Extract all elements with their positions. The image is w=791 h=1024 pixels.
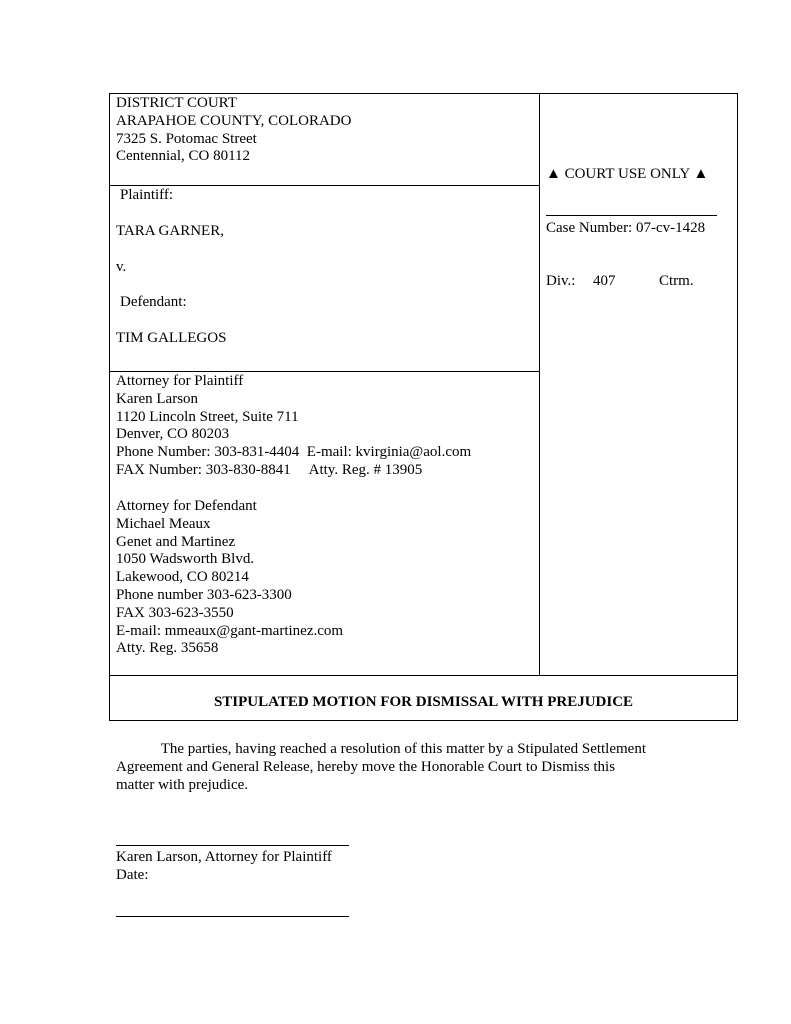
court-city: Centennial, CO 80112 [116,148,251,165]
versus: v. [116,259,127,275]
attorney-name: Michael Meaux [116,515,211,532]
attorney-reg: Atty. Reg. 35658 [116,640,219,657]
attorney-street: 1120 Lincoln Street, Suite 711 [116,408,299,425]
court-parties-divider [109,185,540,186]
attorney-email: E-mail: mmeaux@gant-martinez.com [116,622,344,639]
court-block [116,95,351,166]
courtroom-label: Ctrm. [659,273,694,289]
attorney-name: Karen Larson [116,390,199,407]
body-line: Agreement and General Release, hereby move the Honorable Court to Dismiss this [116,758,616,775]
case-number-rule [546,215,717,216]
attorney-city: Lakewood, CO 80214 [116,569,249,586]
attorney-city: Denver, CO 80203 [116,426,230,443]
date-label: Date: [116,867,149,883]
title-row-divider [109,675,738,676]
body-paragraph [116,741,646,794]
court-street: 7325 S. Potomac Street [116,130,257,147]
division-value: 407 [593,273,616,289]
plaintiff-attorney-block [116,373,471,480]
signature-name: Karen Larson, Attorney for Plaintiff [116,849,332,865]
body-line: matter with prejudice. [116,776,249,793]
attorney-heading: Attorney for Defendant [116,498,257,514]
defendant-name: TIM GALLEGOS [116,330,227,346]
case-number: Case Number: 07-cv-1428 [546,220,706,236]
attorney-heading: Attorney for Plaintiff [116,373,244,389]
defendant-label: Defendant: [120,294,187,310]
defendant-attorney-block [116,498,343,658]
court-name: DISTRICT COURT [116,95,237,111]
division-label: Div.: [546,273,576,289]
attorney-firm: Genet and Martinez [116,533,236,550]
attorney-fax-reg: FAX Number: 303-830-8841 Atty. Reg. # 13905 [116,461,423,478]
court-use-only-label: ▲ COURT USE ONLY ▲ [546,166,709,182]
plaintiff-name: TARA GARNER, [116,223,224,239]
body-line: The parties, having reached a resolution of this matter by a Stipulated Settlement [116,741,647,757]
caption-column-divider [539,93,540,675]
signature-line [116,845,349,846]
document-title: STIPULATED MOTION FOR DISMISSAL WITH PREJUDICE [213,694,634,710]
parties-attorney-divider [109,371,540,372]
date-line [116,916,349,917]
plaintiff-label: Plaintiff: [120,187,174,203]
attorney-street: 1050 Wadsworth Blvd. [116,551,255,568]
attorney-phone-email: Phone Number: 303-831-4404 E-mail: kvirginia@aol.com [116,444,472,461]
attorney-phone: Phone number 303-623-3300 [116,586,292,603]
court-county: ARAPAHOE COUNTY, COLORADO [116,112,352,129]
attorney-fax: FAX 303-623-3550 [116,604,234,621]
